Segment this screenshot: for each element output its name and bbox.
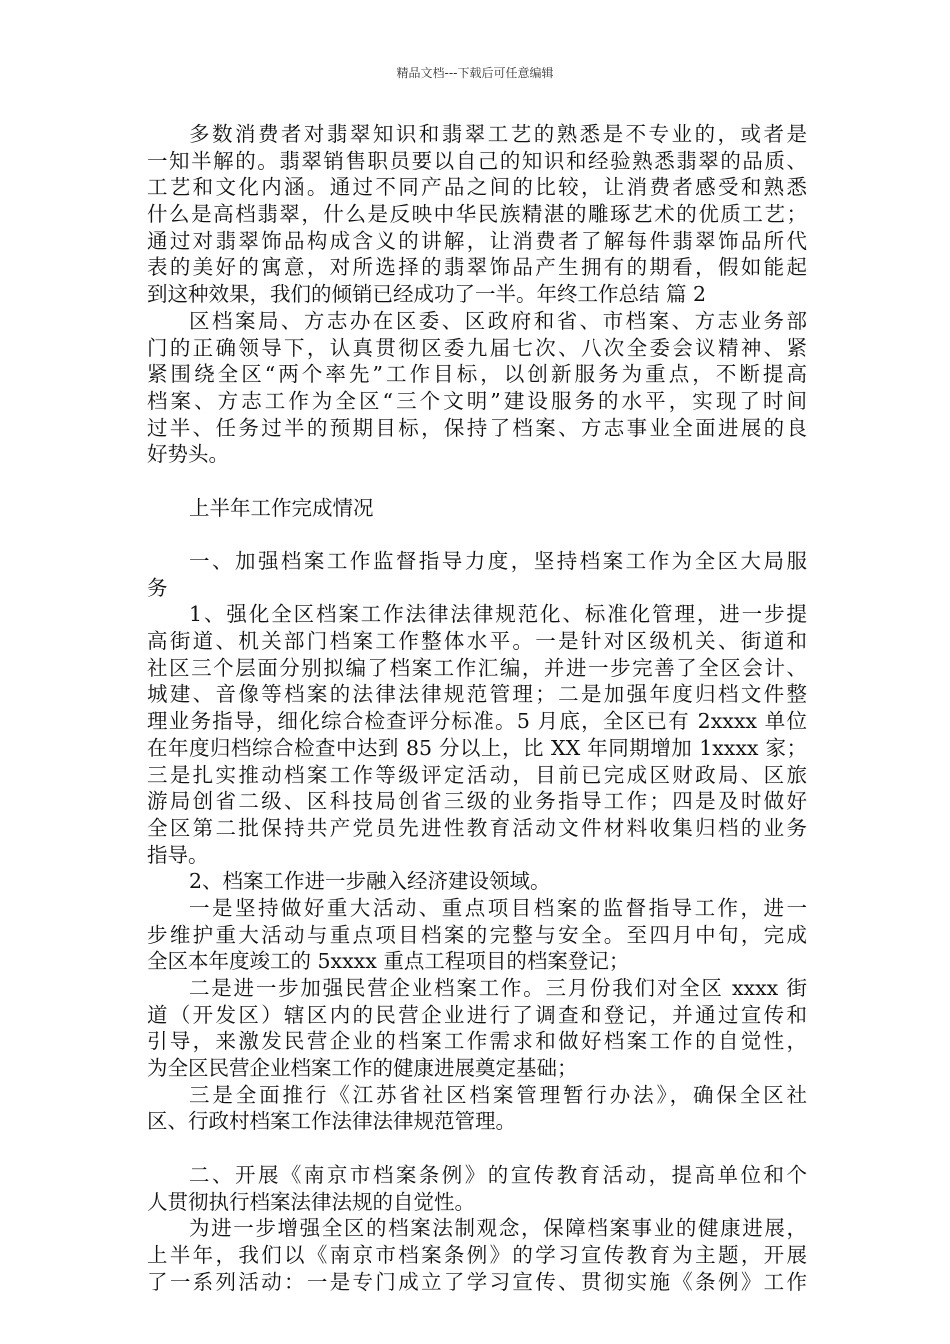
section-heading: 上半年工作完成情况 (189, 495, 374, 520)
text-line: 道（开发区）辖区内的民营企业进行了调查和登记，并通过宣传和 (147, 1002, 807, 1027)
paragraph-jade-sales (147, 121, 807, 308)
text-line: 社区三个层面分别拟编了档案工作汇编，并进一步完善了全区会计、 (147, 655, 807, 680)
paragraph-community-archives (147, 1082, 807, 1135)
text-line: 了一系列活动：一是专门成立了学习宣传、贯彻实施《条例》工作 (147, 1269, 807, 1294)
text-line: 人贯彻执行档案法律法规的自觉性。 (147, 1189, 475, 1214)
text-line: 通过对翡翠饰品构成含义的讲解，让消费者了解每件翡翠饰品所代 (147, 228, 807, 253)
text-line: 理业务指导，细化综合检查评分标准。5 月底，全区已有 2xxxx 单位 (147, 709, 807, 734)
text-line: 引导，来激发民营企业的档案工作需求和做好档案工作的自觉性， (147, 1029, 807, 1054)
paragraph-legal-awareness (147, 1215, 807, 1295)
text-line: 门的正确领导下，认真贯彻区委九届七次、八次全委会议精神、紧 (147, 335, 807, 360)
text-line: 游局创省二级、区科技局创省三级的业务指导工作；四是及时做好 (147, 789, 807, 814)
text-line: 一知半解的。翡翠销售职员要以自己的知识和经验熟悉翡翠的品质、 (147, 148, 807, 173)
text-line: 好势头。 (147, 442, 229, 467)
text-line: 为进一步增强全区的档案法制观念，保障档案事业的健康进展， (189, 1216, 807, 1241)
text-line: 步维护重大活动与重点项目档案的完整与安全。至四月中旬，完成 (147, 922, 807, 947)
text-line: 过半、任务过半的预期目标，保持了档案、方志事业全面进展的良 (147, 415, 807, 440)
paragraph-archive-bureau-intro (147, 308, 807, 468)
blank-line (147, 468, 807, 495)
section-heading (147, 548, 807, 601)
blank-line (147, 1135, 807, 1162)
text-line: 1、强化全区档案工作法律法律规范化、标准化管理，进一步提 (189, 602, 807, 627)
section-heading (147, 1162, 807, 1215)
text-line: 表的美好的寓意，对所选择的翡翠饰品产生拥有的期看，假如能起 (147, 255, 807, 280)
text-line: 工艺和文化内涵。通过不同产品之间的比较，让消费者感受和熟悉 (147, 175, 807, 200)
blank-line (147, 521, 807, 548)
text-line: 一是坚持做好重大活动、重点项目档案的监督指导工作，进一 (189, 895, 807, 920)
paragraph-major-projects (147, 895, 807, 975)
text-line: 一、加强档案工作监督指导力度，坚持档案工作为全区大局服 (189, 549, 807, 573)
text-line: 全区第二批保持共产党员先进性教育活动文件材料收集归档的业务 (147, 815, 807, 840)
text-line: 全区本年度竣工的 5xxxx 重点工程项目的档案登记； (147, 949, 630, 974)
text-line: 二、开展《南京市档案条例》的宣传教育活动，提高单位和个 (189, 1162, 807, 1187)
text-line: 城建、音像等档案的法律法律规范管理；二是加强年度归档文件整 (147, 682, 807, 707)
text-line: 二是进一步加强民营企业档案工作。三月份我们对全区 xxxx 街 (189, 976, 807, 1000)
text-line: 什么是高档翡翠，什么是反映中华民族精湛的雕琢艺术的优质工艺； (147, 202, 807, 227)
text-line: 紧围绕全区“两个率先”工作目标，以创新服务为重点，不断提高 (147, 362, 807, 387)
text-line: 到这种效果，我们的倾销已经成功了一半。年终工作总结 篇 2 (147, 282, 707, 307)
text-line: 高街道、机关部门档案工作整体水平。一是针对区级机关、街道和 (147, 629, 807, 654)
text-line: 三是全面推行《江苏省社区档案管理暂行办法》，确保全区社 (189, 1082, 807, 1107)
text-line: 档案、方志工作为全区“三个文明”建设服务的水平，实现了时间 (147, 388, 807, 413)
text-line: 在年度归档综合检查中达到 85 分以上，比 XX 年同期增加 1xxxx 家； (147, 735, 807, 760)
page-header: 精品文档---下载后可任意编辑 (396, 66, 554, 80)
text-line: 多数消费者对翡翠知识和翡翠工艺的熟悉是不专业的，或者是 (189, 122, 807, 146)
text-line: 上半年，我们以《南京市档案条例》的学习宣传教育为主题，开展 (147, 1242, 807, 1267)
document-body (147, 121, 807, 1295)
text-line: 指导。 (147, 842, 209, 867)
text-line: 为全区民营企业档案工作的健康进展奠定基础； (147, 1056, 578, 1081)
text-line: 务 (147, 575, 168, 600)
text-line: 区、行政村档案工作法律法律规范管理。 (147, 1109, 516, 1134)
paragraph-standardization (147, 601, 807, 868)
paragraph-private-enterprise (147, 975, 807, 1082)
subheading: 2、档案工作进一步融入经济建设领域。 (189, 869, 551, 894)
text-line: 区档案局、方志办在区委、区政府和省、市档案、方志业务部 (189, 308, 807, 333)
text-line: 三是扎实推动档案工作等级评定活动，目前已完成区财政局、区旅 (147, 762, 807, 787)
